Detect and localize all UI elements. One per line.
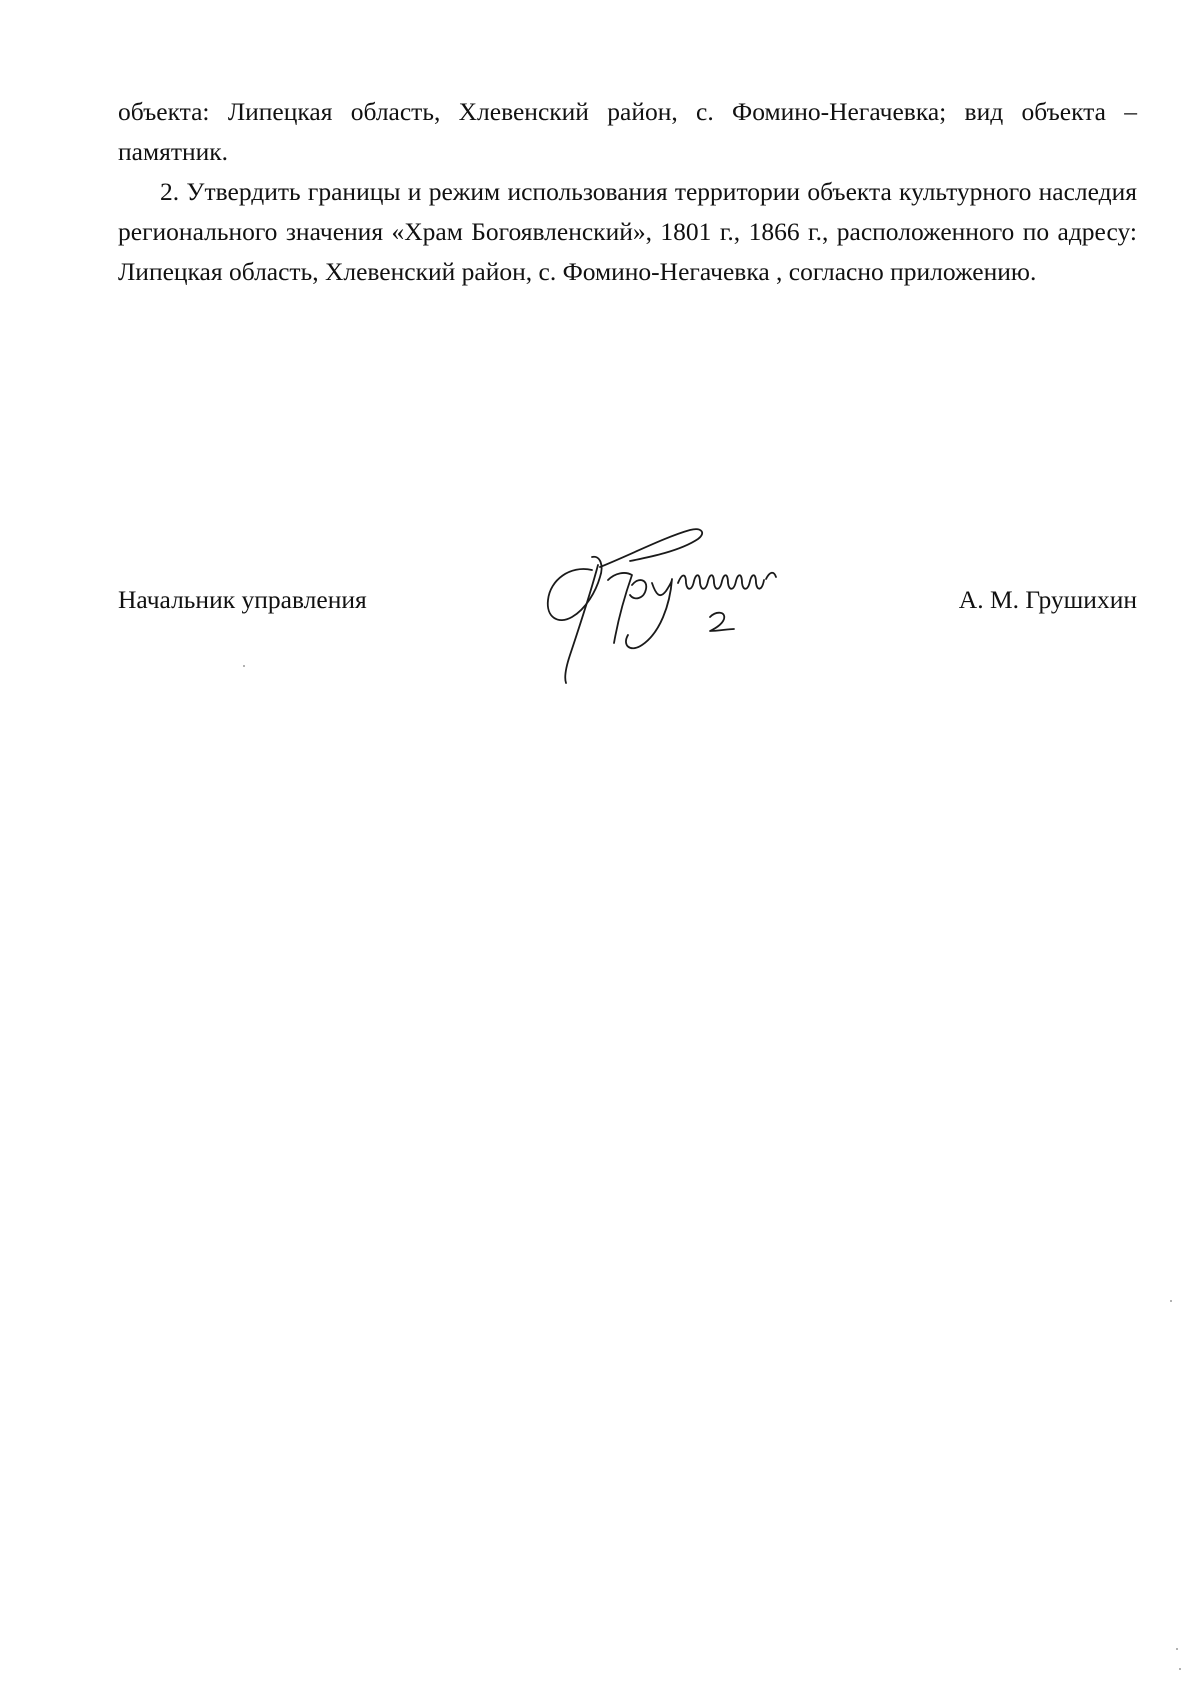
signature-stroke-mark xyxy=(710,613,734,631)
scan-speck xyxy=(1179,1668,1181,1670)
paragraph-2: 2. Утвердить границы и режим использования территории объекта культурного наследия регионального значения «Храм Богоявленский», 1801 г., 1866 г., расположенного по адресу: Липецкая область, Хлевенский район, с. Фомино-Негачевка , согласно приложению. xyxy=(118,177,1137,286)
scan-speck xyxy=(1176,1648,1178,1650)
scan-speck xyxy=(243,665,245,667)
handwritten-signature xyxy=(530,525,850,700)
signature-stroke-letter-g xyxy=(608,573,632,643)
signature-stroke-letter-r xyxy=(630,580,646,598)
scan-speck xyxy=(1170,1300,1172,1302)
document-body xyxy=(118,92,1137,292)
signature-stroke-letter-u xyxy=(626,579,672,648)
paragraph-continuation: объекта: Липецкая область, Хлевенский район, с. Фомино-Негачевка; вид объекта – памятник. xyxy=(118,97,1137,166)
signature-stroke-waves xyxy=(678,575,764,589)
signer-name: А. М. Грушихин xyxy=(958,585,1137,614)
position-title: Начальник управления xyxy=(118,585,367,614)
signature-stroke-descender xyxy=(565,565,598,683)
signature-stroke-flourish xyxy=(600,529,702,567)
signature-stroke-end xyxy=(766,573,776,579)
signature-stroke-initial xyxy=(548,557,602,620)
